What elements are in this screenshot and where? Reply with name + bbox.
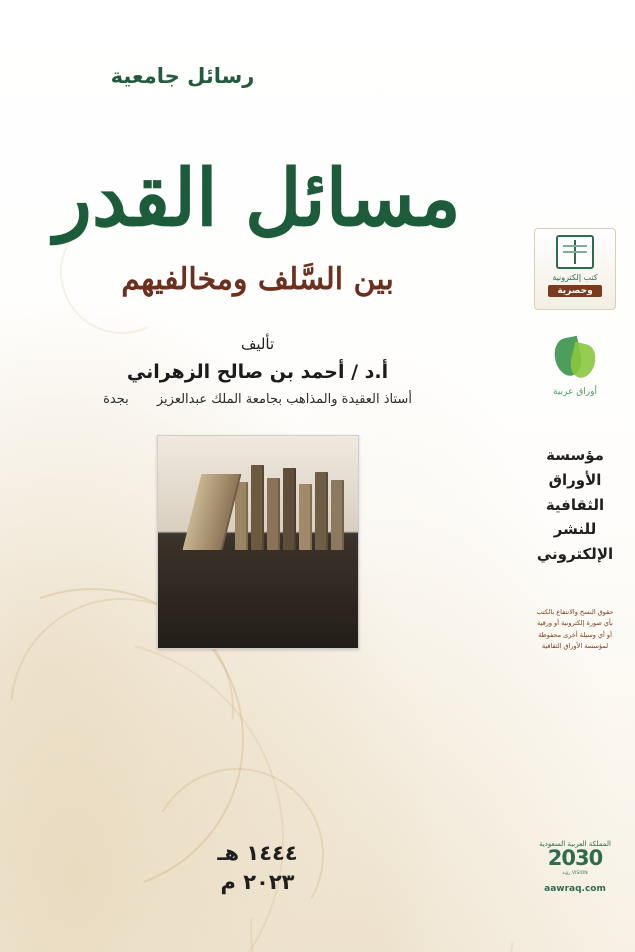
- rights-line: بأي صورة إلكترونية أو ورقية: [537, 619, 613, 628]
- publisher-name: [537, 443, 613, 567]
- year-hijri: ١٤٤٤ هـ: [217, 841, 298, 866]
- book-spine: [283, 468, 296, 550]
- ebook-badge-line1: كتب إلكترونية: [552, 273, 598, 282]
- author-name: أ.د / أحمد بن صالح الزهراني: [126, 360, 389, 383]
- publisher-line: الثقافية: [545, 495, 605, 514]
- rights-line: حقوق النسخ والانتفاع بالكتب: [536, 607, 614, 616]
- series-label: رسائل جامعية: [110, 64, 255, 88]
- affiliation-city: بجدة: [103, 391, 129, 407]
- book-title: مسائل القدر: [54, 153, 461, 244]
- book-spine: [315, 472, 328, 550]
- ebook-badge-line2: وحصرية: [548, 285, 601, 297]
- book-spine: [251, 465, 264, 551]
- cover-sidebar: [515, 0, 635, 952]
- publisher-line: الأوراق: [548, 470, 602, 489]
- book-spine: [267, 478, 280, 550]
- publisher-line: للنشر: [553, 520, 597, 539]
- affiliation-text: أستاذ العقيدة والمذاهب بجامعة الملك عبدالعزيز: [156, 391, 412, 407]
- leaf-icon: [549, 336, 601, 384]
- publisher-line: الإلكتروني: [536, 545, 614, 563]
- publisher-line: مؤسسة: [546, 446, 604, 464]
- book-spine: [299, 484, 312, 550]
- book-leaning: [182, 474, 241, 550]
- publisher-website[interactable]: aawraq.com: [544, 884, 606, 894]
- rights-notice: [525, 607, 625, 653]
- ebook-badge: [534, 228, 616, 310]
- rights-line: لمؤسسة الأوراق الثقافية: [541, 641, 609, 650]
- publisher-logo: [549, 336, 601, 397]
- books-row: [172, 453, 344, 551]
- byline: [103, 335, 412, 407]
- ebook-icon: [556, 235, 594, 269]
- author-label: تأليف: [240, 334, 275, 353]
- year-gregorian: ٢٠٢٣ م: [220, 869, 295, 894]
- book-spine: [331, 480, 344, 550]
- rights-line: أو أي وسيلة أخرى محفوظة: [538, 630, 612, 639]
- vision-2030-logo: [529, 840, 621, 894]
- author-affiliation: [103, 392, 412, 407]
- vision-top-text: المملكة العربية السعودية: [539, 840, 611, 849]
- vision-sub-text: VISION رؤية: [562, 871, 588, 877]
- books-photo: [157, 435, 359, 649]
- book-subtitle: بين السَّلف ومخالفيهم: [121, 261, 394, 297]
- shelf-surface: [158, 538, 358, 648]
- publication-year: [217, 839, 297, 896]
- logo-caption: أوراق عربية: [553, 387, 597, 397]
- vision-number: 2030: [547, 846, 603, 871]
